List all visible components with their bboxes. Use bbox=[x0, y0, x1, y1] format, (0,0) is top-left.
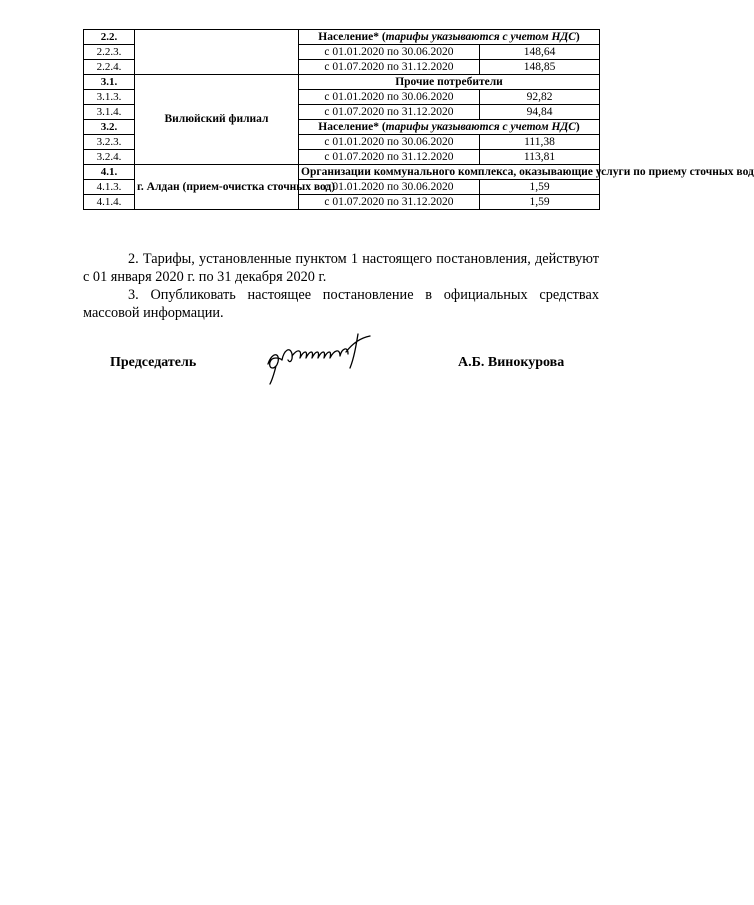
period-cell: с 01.07.2020 по 31.12.2020 bbox=[299, 150, 480, 165]
table-row bbox=[84, 75, 600, 90]
row-number: 2.2.4. bbox=[84, 60, 135, 75]
period-cell: с 01.01.2020 по 30.06.2020 bbox=[299, 180, 480, 195]
table-row bbox=[84, 165, 600, 180]
tariff-value: 111,38 bbox=[480, 135, 600, 150]
row-number: 3.2.3. bbox=[84, 135, 135, 150]
row-number: 3.2. bbox=[84, 120, 135, 135]
table-row bbox=[84, 30, 600, 45]
tariff-value: 113,81 bbox=[480, 150, 600, 165]
row-number: 4.1.4. bbox=[84, 195, 135, 210]
tariff-value: 92,82 bbox=[480, 90, 600, 105]
row-number: 3.1.4. bbox=[84, 105, 135, 120]
row-number: 3.1.3. bbox=[84, 90, 135, 105]
handwritten-signature bbox=[262, 330, 382, 386]
paragraph-2: 2. Тарифы, установленные пунктом 1 настоящего постановления, действуют с 01 января 2020 г. по 31 декабря 2020 г. bbox=[83, 251, 599, 285]
branch-name: г. Алдан (прием-очистка сточных вод) bbox=[135, 165, 299, 210]
period-cell: с 01.07.2020 по 31.12.2020 bbox=[299, 195, 480, 210]
row-number: 3.1. bbox=[84, 75, 135, 90]
section-header: Организации коммунального комплекса, оказывающие услуги по приему сточных вод bbox=[299, 165, 600, 180]
tariff-value: 94,84 bbox=[480, 105, 600, 120]
signer-name: А.Б. Винокурова bbox=[458, 355, 565, 370]
branch-name: Вилюйский филиал bbox=[135, 75, 299, 165]
tariff-table bbox=[83, 29, 754, 210]
tariff-value: 1,59 bbox=[480, 180, 600, 195]
branch-cell-empty bbox=[135, 30, 299, 75]
paragraph-3: 3. Опубликовать настоящее постановление в официальных средствах массовой информации. bbox=[83, 287, 599, 321]
row-number: 2.2. bbox=[84, 30, 135, 45]
tariff-value: 148,64 bbox=[480, 45, 600, 60]
row-number: 2.2.3. bbox=[84, 45, 135, 60]
period-cell: с 01.07.2020 по 31.12.2020 bbox=[299, 105, 480, 120]
period-cell: с 01.01.2020 по 30.06.2020 bbox=[299, 45, 480, 60]
row-number: 3.2.4. bbox=[84, 150, 135, 165]
signer-title: Председатель bbox=[110, 355, 197, 370]
period-cell: с 01.07.2020 по 31.12.2020 bbox=[299, 60, 480, 75]
section-header: Население* (тарифы указываются с учетом НДС) bbox=[299, 30, 600, 45]
period-cell: с 01.01.2020 по 30.06.2020 bbox=[299, 135, 480, 150]
row-number: 4.1.3. bbox=[84, 180, 135, 195]
section-header: Население* (тарифы указываются с учетом НДС) bbox=[299, 120, 600, 135]
row-number: 4.1. bbox=[84, 165, 135, 180]
section-header: Прочие потребители bbox=[299, 75, 600, 90]
tariff-value: 148,85 bbox=[480, 60, 600, 75]
period-cell: с 01.01.2020 по 30.06.2020 bbox=[299, 90, 480, 105]
tariff-value: 1,59 bbox=[480, 195, 600, 210]
